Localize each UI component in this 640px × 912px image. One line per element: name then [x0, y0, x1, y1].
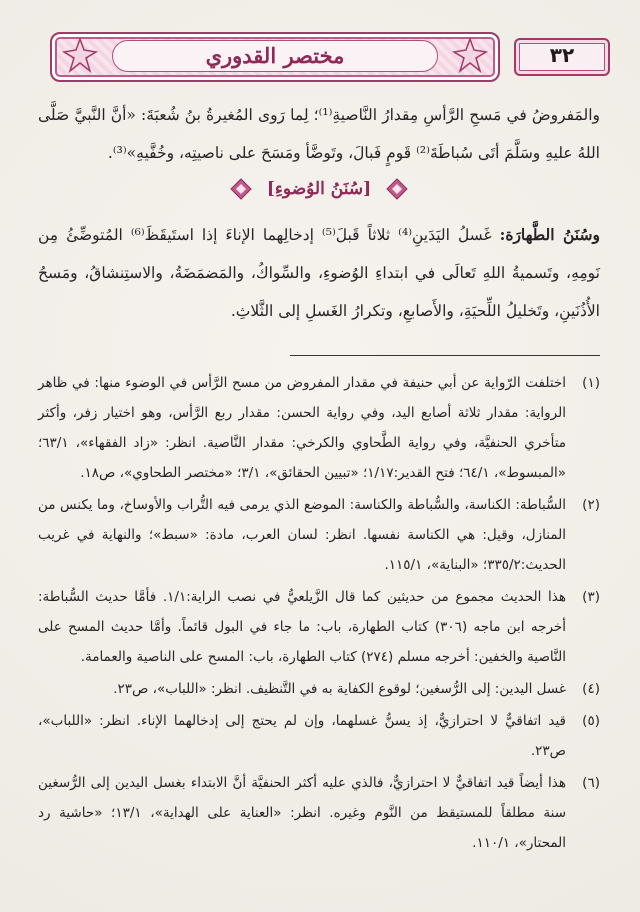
footnote-number: (٤) [582, 681, 600, 697]
footnote-number: (٣) [582, 589, 600, 605]
footnote [38, 706, 600, 766]
page-header [50, 30, 610, 80]
footnote [38, 768, 600, 858]
footnote-number: (٦) [582, 775, 600, 791]
title-cartouche [50, 32, 500, 82]
footnote-text: هذا أيضاً قيد اتفاقيٌّ لا احترازيٌّ، فالذي عليه أكثر الحنفيَّة أنَّ الابتداء بغسل اليدين إلى الرُّسغين سنة مطلقاً للمستيقظ من النَّوم وغيره. انظر: «العناية على الهداية»، ١٣/١؛ «حاشية رد المحتار»، ١١٠/١. [38, 775, 567, 851]
footnote-text: السُّباطة: الكناسة، والسُّباطة والكناسة: الموضع الذي يرمى فيه التُّراب والأوساخ، وما يكنس من المنازل، وقيل: هي الكناسة نفسها. انظر: لسان العرب، مادة: «سبط»؛ والنهاية في غريب الحديث:٣٣٥/٢؛ «البناية»، ١١٥/١. [38, 497, 566, 573]
paragraph-1: والمَفروضُ في مَسحِ الرَّأسِ مِقدارُ النَّاصيةِ⁽¹⁾؛ لِما رَوى المُغيرةُ بنُ شُعبَةَ: «أنَّ النَّبيَّ صَلَّى اللهُ عليهِ وسَلَّمَ أتَى سُباطَةَ⁽²⁾ قَومٍ فَبالَ، وتَوضَّأ ومَسَحَ على ناصيتِه، وخُفَّيهِ»⁽³⁾. [38, 106, 600, 162]
paragraph-2-lead: وسُنَنُ الطَّهارَة: [499, 225, 600, 244]
footnote-text: اختلفت الرّواية عن أبي حنيفة في مقدار المفروض من مسح الرَّأس في الوضوء منها: في ظاهر الرواية: مقدار ثلاثة أصابع اليد، وفي رواية الحسن: مقدار ربع الرَّأس، وهو اختيار زفر، وأكثر متأخري الحنفيَّة، وفي رواية الطَّحاوي والكرخي: مقدار النَّاصية. انظر: «زاد الفقهاء»، ٦٣/١؛ «المبسوط»، ٦٤/١؛ فتح القدير:١/١٧؛ «تبيين الحقائق»، ٣/١؛ «مختصر الطحاوي»، ص١٨. [38, 375, 566, 481]
diamond-ornament-icon [230, 178, 252, 200]
footnote-separator [290, 355, 600, 356]
rosette-ornament-icon [450, 36, 490, 76]
footnote-text: غسل اليدين: إلى الرُّسغين؛ لوقوع الكفاية به في التَّنظيف. انظر: «اللباب»، ص٢٣. [113, 681, 566, 697]
page-number-frame [514, 38, 610, 76]
paragraph-2 [38, 216, 600, 330]
footnotes [38, 368, 600, 860]
paragraph-2-body: غَسلُ اليَدَينِ⁽⁴⁾ ثلاثاً قَبلَ⁽⁵⁾ إدخالِهما الإناءَ إذا استَيقَظَ⁽⁶⁾ المُتوضِّئُ مِن نَومِهِ، وتَسميةُ اللهِ تَعالَى في ابتداءِ الوُضوءِ، والسِّواكُ، والمَضمَضَةُ، والاستِنشاقُ، ومَسحُ الأُذُنَينِ، وتَخليلُ اللِّحيَةِ، والأَصابعِ، وتكرارُ الغَسلِ إلى الثَّلاثِ. [38, 226, 600, 320]
footnote [38, 674, 600, 704]
footnote-text: قيد اتفاقيٌّ لا احترازيٌّ، إذ يسنُّ غسلهما، وإن لم يحتج إلى إدخالهما الإناء. انظر: «اللباب»، ص٢٣. [38, 713, 566, 759]
footnote-text: هذا الحديث مجموع من حديثين كما قال الزَّيلعيُّ في نصب الراية:١/١. فأمَّا حديث السُّباطة: أخرجه ابن ماجه (٣٠٦) كتاب الطهارة، باب: ما جاء في البول قائماً. وأمَّا حديث المسح على النَّاصية والخفين: أخرجه مسلم (٢٧٤) كتاب الطهارة، باب: المسح على الناصية والعمامة. [38, 589, 567, 665]
footnote [38, 490, 600, 580]
section-heading-text: [سُنَنُ الوُضوءِ] [266, 179, 372, 199]
footnote-number: (١) [582, 375, 600, 391]
diamond-ornament-icon [386, 178, 408, 200]
section-heading [38, 178, 600, 212]
footnote-number: (٢) [582, 497, 600, 513]
book-title: مختصر القدوري [205, 43, 345, 68]
footnote [38, 368, 600, 488]
title-frame [112, 40, 438, 72]
main-text [38, 96, 600, 330]
footnote-number: (٥) [582, 713, 600, 729]
rosette-ornament-icon [60, 36, 100, 76]
footnote [38, 582, 600, 672]
page-number: ٣٢ [549, 43, 575, 67]
